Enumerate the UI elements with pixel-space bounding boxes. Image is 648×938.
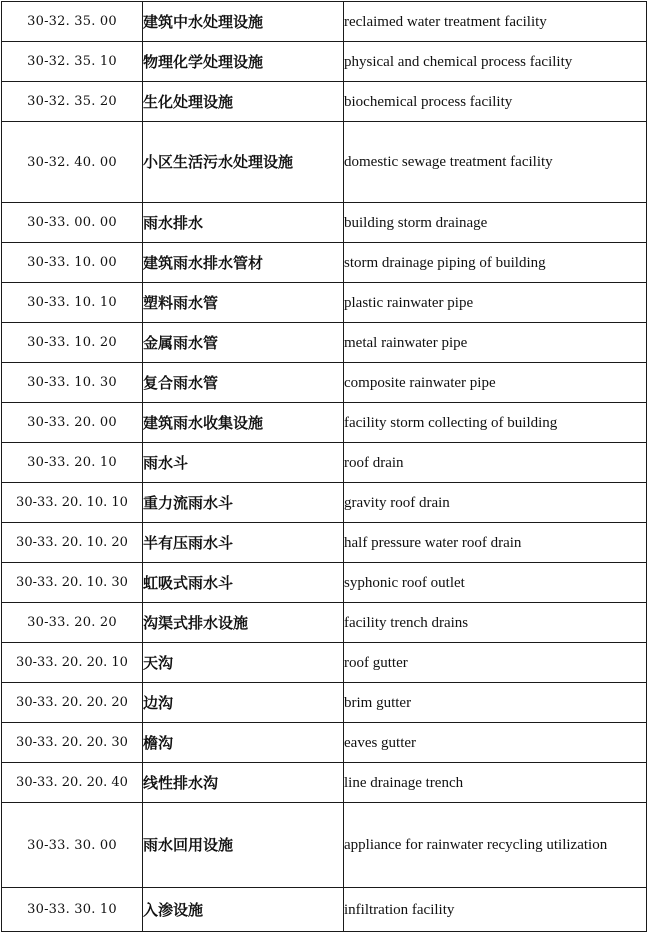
term-code: 30-32. 35. 10 <box>2 42 143 82</box>
term-code: 30-33. 20. 20 <box>2 603 143 643</box>
term-english: building storm drainage <box>344 203 647 243</box>
table-row <box>2 723 647 763</box>
term-chinese: 金属雨水管 <box>143 323 344 363</box>
term-chinese: 半有压雨水斗 <box>143 523 344 563</box>
term-english: facility storm collecting of building <box>344 403 647 443</box>
table-row <box>2 563 647 603</box>
term-chinese: 线性排水沟 <box>143 763 344 803</box>
term-chinese: 边沟 <box>143 683 344 723</box>
term-english: line drainage trench <box>344 763 647 803</box>
table-row <box>2 483 647 523</box>
term-chinese: 建筑雨水收集设施 <box>143 403 344 443</box>
term-code: 30-33. 30. 00 <box>2 803 143 888</box>
term-english: metal rainwater pipe <box>344 323 647 363</box>
term-code: 30-33. 30. 10 <box>2 888 143 932</box>
term-code: 30-32. 35. 00 <box>2 2 143 42</box>
term-chinese: 虹吸式雨水斗 <box>143 563 344 603</box>
term-english: eaves gutter <box>344 723 647 763</box>
table-row <box>2 323 647 363</box>
term-code: 30-32. 35. 20 <box>2 82 143 122</box>
term-english: reclaimed water treatment facility <box>344 2 647 42</box>
term-english: biochemical process facility <box>344 82 647 122</box>
term-english: roof gutter <box>344 643 647 683</box>
table-row <box>2 283 647 323</box>
terminology-table <box>1 1 647 932</box>
term-code: 30-33. 20. 20. 20 <box>2 683 143 723</box>
term-code: 30-33. 20. 10. 10 <box>2 483 143 523</box>
term-english: syphonic roof outlet <box>344 563 647 603</box>
term-chinese: 雨水排水 <box>143 203 344 243</box>
term-chinese: 重力流雨水斗 <box>143 483 344 523</box>
table-row <box>2 42 647 82</box>
term-code: 30-33. 10. 30 <box>2 363 143 403</box>
term-english: storm drainage piping of building <box>344 243 647 283</box>
term-code: 30-32. 40. 00 <box>2 122 143 203</box>
term-english: gravity roof drain <box>344 483 647 523</box>
term-english: physical and chemical process facility <box>344 42 647 82</box>
term-english: composite rainwater pipe <box>344 363 647 403</box>
term-chinese: 塑料雨水管 <box>143 283 344 323</box>
table-row <box>2 243 647 283</box>
table-row <box>2 203 647 243</box>
term-code: 30-33. 20. 20. 40 <box>2 763 143 803</box>
term-code: 30-33. 20. 10. 30 <box>2 563 143 603</box>
term-chinese: 天沟 <box>143 643 344 683</box>
term-chinese: 建筑中水处理设施 <box>143 2 344 42</box>
table-row <box>2 603 647 643</box>
table-row <box>2 803 647 888</box>
term-chinese: 雨水斗 <box>143 443 344 483</box>
table-row <box>2 363 647 403</box>
table-row <box>2 763 647 803</box>
table-row <box>2 82 647 122</box>
term-code: 30-33. 20. 20. 30 <box>2 723 143 763</box>
term-chinese: 雨水回用设施 <box>143 803 344 888</box>
table-row <box>2 122 647 203</box>
term-code: 30-33. 00. 00 <box>2 203 143 243</box>
term-english: infiltration facility <box>344 888 647 932</box>
term-chinese: 复合雨水管 <box>143 363 344 403</box>
table-row <box>2 443 647 483</box>
term-chinese: 建筑雨水排水管材 <box>143 243 344 283</box>
table-row <box>2 403 647 443</box>
table-row <box>2 2 647 42</box>
term-code: 30-33. 10. 20 <box>2 323 143 363</box>
term-code: 30-33. 10. 10 <box>2 283 143 323</box>
term-english: plastic rainwater pipe <box>344 283 647 323</box>
term-english: appliance for rainwater recycling utilization <box>344 803 647 888</box>
term-chinese: 物理化学处理设施 <box>143 42 344 82</box>
term-code: 30-33. 20. 10. 20 <box>2 523 143 563</box>
term-english: domestic sewage treatment facility <box>344 122 647 203</box>
term-code: 30-33. 20. 20. 10 <box>2 643 143 683</box>
term-chinese: 沟渠式排水设施 <box>143 603 344 643</box>
term-english: brim gutter <box>344 683 647 723</box>
term-english: facility trench drains <box>344 603 647 643</box>
table-row <box>2 643 647 683</box>
term-code: 30-33. 10. 00 <box>2 243 143 283</box>
term-code: 30-33. 20. 10 <box>2 443 143 483</box>
term-chinese: 小区生活污水处理设施 <box>143 122 344 203</box>
term-code: 30-33. 20. 00 <box>2 403 143 443</box>
term-english: roof drain <box>344 443 647 483</box>
term-chinese: 檐沟 <box>143 723 344 763</box>
table-row <box>2 888 647 932</box>
term-chinese: 生化处理设施 <box>143 82 344 122</box>
table-row <box>2 683 647 723</box>
term-english: half pressure water roof drain <box>344 523 647 563</box>
term-chinese: 入渗设施 <box>143 888 344 932</box>
table-row <box>2 523 647 563</box>
